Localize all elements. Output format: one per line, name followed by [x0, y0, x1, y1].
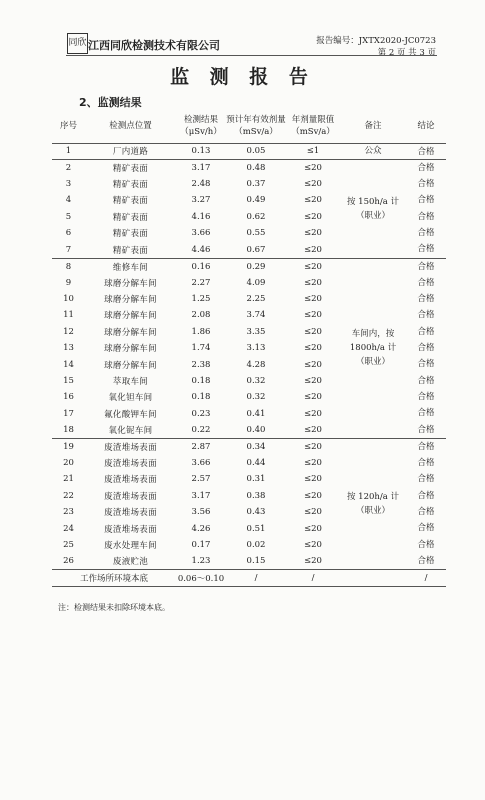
row-result: 3.17 — [191, 490, 211, 501]
row-limit: ≤20 — [304, 424, 322, 435]
table-bottom-cell — [52, 586, 446, 587]
background-dose: / — [226, 570, 286, 586]
conclusion-cell: 合格 — [417, 343, 435, 354]
conclusion-cell: 合格 — [417, 359, 435, 370]
row-result: 3.27 — [191, 195, 211, 206]
row-no: 21 — [63, 474, 74, 485]
row-result: 1.86 — [191, 326, 211, 337]
row-result: 2.27 — [191, 277, 211, 288]
row-result: 4.16 — [191, 211, 211, 222]
table-row — [52, 143, 446, 159]
conclusion-cell: 合格 — [417, 179, 435, 190]
row-limit: ≤20 — [304, 457, 322, 468]
row-dose: 0.34 — [226, 438, 286, 454]
row-result: 2.57 — [191, 474, 211, 485]
conclusion-cell: 合格 — [417, 391, 435, 402]
row-limit: ≤20 — [304, 343, 322, 354]
row-limit: ≤20 — [304, 392, 322, 403]
row-dose: 4.09 — [246, 277, 266, 288]
header-no: 序号 — [59, 121, 77, 132]
table-header-row — [52, 110, 446, 143]
row-dose: 0.32 — [246, 375, 266, 386]
row-dose: 0.32 — [246, 392, 266, 403]
note-line: 车间内，按 — [351, 329, 395, 340]
row-result: 1.25 — [191, 294, 211, 305]
row-no: 13 — [63, 343, 74, 354]
row-location: 精矿表面 — [112, 245, 149, 256]
row-no: 17 — [63, 408, 74, 419]
row-result: 3.66 — [191, 457, 211, 468]
conclusion-cell: 合格 — [417, 227, 435, 238]
conclusion-cell: 合格 — [417, 458, 435, 469]
row-result: 2.48 — [191, 178, 211, 189]
row-dose: 3.35 — [246, 326, 266, 337]
row-dose: 4.28 — [246, 359, 266, 370]
conclusion-cell: 合格 — [417, 490, 435, 501]
row-location: 废水处理车间 — [104, 541, 157, 552]
row-location: 球磨分解车间 — [104, 344, 157, 355]
row-no: 7 — [65, 244, 72, 255]
group-conclusion — [406, 438, 446, 569]
row-location: 废液贮池 — [112, 557, 149, 568]
row-location: 精矿表面 — [85, 159, 176, 175]
row-dose: 0.29 — [226, 258, 286, 274]
row-limit: ≤20 — [304, 211, 322, 222]
conclusion-cell: 合格 — [417, 326, 435, 337]
row-limit: ≤20 — [304, 507, 322, 518]
row-location: 球磨分解车间 — [104, 360, 157, 371]
row-result: 3.56 — [191, 507, 211, 518]
row-no: 25 — [63, 540, 74, 551]
conclusion-cell: 合格 — [417, 211, 435, 222]
row-limit: ≤20 — [304, 277, 322, 288]
row-note: 公众 — [340, 143, 406, 159]
row-limit: ≤20 — [304, 556, 322, 567]
row-dose: 0.37 — [246, 178, 266, 189]
report-number: 报告编号：JXTX2020-JC0723 — [316, 36, 436, 46]
table-row — [52, 438, 446, 454]
group-note — [340, 258, 406, 438]
row-result: 0.16 — [176, 258, 226, 274]
row-conclusion: 合格 — [406, 143, 446, 159]
row-location: 氧化钽车间 — [108, 393, 153, 404]
header-limit: 年剂量限值（mSv/a） — [291, 115, 335, 138]
row-dose: 0.49 — [246, 195, 266, 206]
row-limit: ≤20 — [304, 228, 322, 239]
row-location: 精矿表面 — [112, 179, 149, 190]
header-location: 检测点位置 — [109, 121, 152, 132]
row-no: 23 — [63, 507, 74, 518]
group-conclusion — [406, 258, 446, 438]
row-result: 0.23 — [191, 408, 211, 419]
row-no: 6 — [65, 228, 72, 239]
row-limit: ≤20 — [304, 326, 322, 337]
row-limit: ≤20 — [304, 244, 322, 255]
row-location: 厂内道路 — [85, 143, 176, 159]
row-location: 废渣堆场表面 — [104, 458, 157, 469]
background-row — [52, 570, 446, 586]
section-title: 2、监测结果 — [79, 96, 142, 109]
row-no: 11 — [63, 310, 74, 321]
row-limit: ≤20 — [304, 375, 322, 386]
company-name: 江西同欣检测技术有限公司 — [88, 39, 220, 52]
note-line: （职业） — [355, 210, 390, 221]
conclusion-cell: 合格 — [417, 474, 435, 485]
row-dose: 0.51 — [246, 523, 266, 534]
row-location: 维修车间 — [85, 258, 176, 274]
row-no: 24 — [63, 523, 74, 534]
row-location: 精矿表面 — [112, 229, 149, 240]
row-dose: 3.13 — [246, 343, 266, 354]
company-logo: 同欣 — [67, 33, 88, 54]
row-result: 0.18 — [191, 375, 211, 386]
row-no: 16 — [63, 392, 74, 403]
conclusion-cell: 合格 — [417, 507, 435, 518]
group-note — [340, 159, 406, 258]
row-dose: 0.41 — [246, 408, 266, 419]
row-dose: 0.40 — [246, 424, 266, 435]
row-limit: ≤20 — [304, 359, 322, 370]
row-no: 10 — [63, 294, 74, 305]
row-result: 0.22 — [191, 424, 211, 435]
header-note: 备注 — [364, 121, 382, 132]
row-location: 废渣堆场表面 — [85, 438, 176, 454]
background-note — [340, 570, 406, 586]
conclusion-cell: 合格 — [417, 162, 435, 173]
row-no: 26 — [63, 556, 74, 567]
conclusion-cell: 合格 — [417, 261, 435, 272]
row-result: 2.87 — [176, 438, 226, 454]
row-location: 精矿表面 — [112, 196, 149, 207]
page-title: 监 测 报 告 — [170, 66, 315, 88]
row-location: 萃取车间 — [112, 376, 149, 387]
note-line: 1800h/a 计 — [349, 343, 397, 354]
group-note — [340, 438, 406, 569]
row-dose: 0.44 — [246, 457, 266, 468]
row-dose: 0.31 — [246, 474, 266, 485]
row-no: 18 — [63, 424, 74, 435]
row-result: 1.74 — [191, 343, 211, 354]
row-dose: 2.25 — [246, 294, 266, 305]
conclusion-cell: 合格 — [417, 277, 435, 288]
row-result: 2.08 — [191, 310, 211, 321]
table-row — [52, 258, 446, 274]
row-no: 1 — [52, 143, 85, 159]
row-location: 废渣堆场表面 — [104, 524, 157, 535]
row-result: 4.26 — [191, 523, 211, 534]
row-limit: ≤20 — [304, 310, 322, 321]
row-location: 精矿表面 — [112, 212, 149, 223]
row-limit: ≤20 — [286, 258, 340, 274]
header-dose: 预计年有效剂量（mSv/a） — [226, 115, 286, 138]
row-location: 球磨分解车间 — [104, 278, 157, 289]
table-bottom-rule — [52, 586, 446, 587]
conclusion-cell: 合格 — [417, 441, 435, 452]
conclusion-cell: 合格 — [417, 195, 435, 206]
note-line: （职业） — [355, 506, 390, 517]
row-limit: ≤20 — [286, 159, 340, 175]
footnote: 注：检测结果未扣除环境本底。 — [58, 603, 170, 612]
row-result: 2.38 — [191, 359, 211, 370]
row-limit: ≤20 — [304, 474, 322, 485]
row-location: 氧化铌车间 — [108, 425, 153, 436]
row-location: 废渣堆场表面 — [104, 508, 157, 519]
group-conclusion — [406, 159, 446, 258]
row-no: 14 — [63, 359, 74, 370]
row-limit: ≤20 — [304, 178, 322, 189]
table-row — [52, 159, 446, 175]
background-label: 工作场所环境本底 — [52, 570, 176, 586]
header-divider — [66, 55, 437, 56]
conclusion-cell: 合格 — [417, 310, 435, 321]
row-result: 0.18 — [191, 392, 211, 403]
row-dose: 0.05 — [226, 143, 286, 159]
background-result: 0.06～0.10 — [176, 570, 226, 586]
note-line: 按 150h/a 计 — [346, 196, 400, 207]
row-no: 22 — [63, 490, 74, 501]
row-dose: 0.67 — [246, 244, 266, 255]
row-limit: ≤1 — [286, 143, 340, 159]
row-no: 12 — [63, 326, 74, 337]
row-no: 19 — [52, 438, 85, 454]
row-no: 9 — [65, 277, 72, 288]
background-conclusion: / — [406, 570, 446, 586]
row-result: 3.66 — [191, 228, 211, 239]
row-limit: ≤20 — [304, 408, 322, 419]
row-result: 4.46 — [191, 244, 211, 255]
row-no: 2 — [52, 159, 85, 175]
row-result: 0.13 — [176, 143, 226, 159]
row-limit: ≤20 — [286, 438, 340, 454]
row-no: 4 — [65, 195, 72, 206]
row-result: 3.17 — [176, 159, 226, 175]
row-limit: ≤20 — [304, 195, 322, 206]
row-dose: 0.38 — [246, 490, 266, 501]
row-result: 1.23 — [191, 556, 211, 567]
row-location: 废渣堆场表面 — [104, 475, 157, 486]
row-limit: ≤20 — [304, 523, 322, 534]
row-location: 球磨分解车间 — [104, 295, 157, 306]
conclusion-cell: 合格 — [417, 294, 435, 305]
row-location: 废渣堆场表面 — [104, 491, 157, 502]
row-limit: ≤20 — [304, 294, 322, 305]
row-result: 0.17 — [191, 540, 211, 551]
header-conclusion: 结论 — [417, 121, 435, 132]
row-no: 15 — [63, 375, 74, 386]
row-limit: ≤20 — [304, 540, 322, 551]
row-limit: ≤20 — [304, 490, 322, 501]
row-no: 5 — [65, 211, 72, 222]
row-dose: 0.15 — [246, 556, 266, 567]
note-line: （职业） — [355, 357, 390, 368]
conclusion-cell: 合格 — [417, 539, 435, 550]
row-no: 20 — [63, 457, 74, 468]
row-location: 球磨分解车间 — [104, 327, 157, 338]
row-no: 8 — [52, 258, 85, 274]
row-location: 球磨分解车间 — [104, 311, 157, 322]
row-dose: 0.02 — [246, 540, 266, 551]
row-dose: 3.74 — [246, 310, 266, 321]
page-info: 第 2 页 共 3 页 — [377, 48, 436, 58]
background-limit: / — [286, 570, 340, 586]
conclusion-cell: 合格 — [417, 408, 435, 419]
row-dose: 0.43 — [246, 507, 266, 518]
row-dose: 0.55 — [246, 228, 266, 239]
conclusion-cell: 合格 — [417, 424, 435, 435]
row-dose: 0.62 — [246, 211, 266, 222]
conclusion-cell: 合格 — [417, 555, 435, 566]
header-result: 检测结果（μSv/h） — [180, 115, 222, 138]
conclusion-cell: 合格 — [417, 244, 435, 255]
conclusion-cell: 合格 — [417, 523, 435, 534]
conclusion-cell: 合格 — [417, 375, 435, 386]
note-line: 按 120h/a 计 — [346, 492, 400, 503]
row-dose: 0.48 — [226, 159, 286, 175]
row-no: 3 — [65, 178, 72, 189]
row-location: 氟化酸钾车间 — [104, 409, 157, 420]
results-table — [52, 110, 446, 587]
